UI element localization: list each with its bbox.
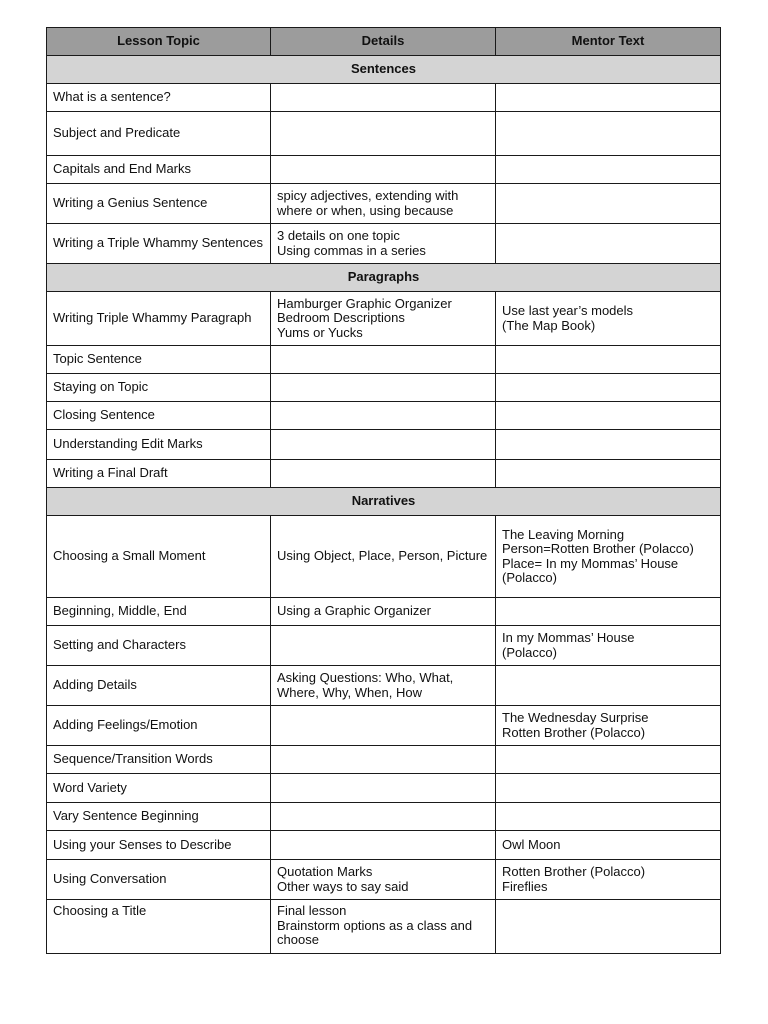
table-header [47, 28, 721, 56]
section-row-paragraphs [47, 264, 721, 292]
details-cell [271, 402, 496, 430]
lesson-topic-cell: Topic Sentence [47, 346, 271, 374]
details-cell [271, 746, 496, 774]
mentor-text-cell [496, 803, 721, 831]
table-row [47, 374, 721, 402]
lesson-topic-cell: Staying on Topic [47, 374, 271, 402]
lesson-topic-cell: Using Conversation [47, 860, 271, 900]
details-cell [271, 112, 496, 156]
details-cell [271, 430, 496, 460]
table-row [47, 292, 721, 346]
mentor-text-cell: The Wednesday Surprise Rotten Brother (Polacco) [496, 706, 721, 746]
details-cell [271, 156, 496, 184]
lesson-topic-cell: Writing a Final Draft [47, 460, 271, 488]
lesson-topic-cell: Using your Senses to Describe [47, 831, 271, 860]
details-cell [271, 831, 496, 860]
table-row [47, 346, 721, 374]
lesson-topic-cell: Sequence/Transition Words [47, 746, 271, 774]
mentor-text-cell: In my Mommas’ House (Polacco) [496, 626, 721, 666]
table-row [47, 156, 721, 184]
table-row [47, 900, 721, 954]
lesson-topic-cell: Understanding Edit Marks [47, 430, 271, 460]
table-body [47, 56, 721, 954]
table-row [47, 430, 721, 460]
lesson-topic-cell: Adding Feelings/Emotion [47, 706, 271, 746]
mentor-text-cell [496, 598, 721, 626]
lesson-plan-table [46, 27, 721, 954]
details-cell: Asking Questions: Who, What, Where, Why, When, How [271, 666, 496, 706]
table-row [47, 860, 721, 900]
mentor-text-cell [496, 84, 721, 112]
mentor-text-cell [496, 746, 721, 774]
details-cell [271, 346, 496, 374]
lesson-topic-cell: Adding Details [47, 666, 271, 706]
header-lesson-topic: Lesson Topic [47, 28, 271, 56]
lesson-topic-cell: Capitals and End Marks [47, 156, 271, 184]
details-cell [271, 803, 496, 831]
lesson-topic-cell: Vary Sentence Beginning [47, 803, 271, 831]
details-cell: Hamburger Graphic Organizer Bedroom Descriptions Yums or Yucks [271, 292, 496, 346]
lesson-topic-cell: Word Variety [47, 774, 271, 803]
mentor-text-cell [496, 402, 721, 430]
table-row [47, 598, 721, 626]
details-cell: 3 details on one topic Using commas in a series [271, 224, 496, 264]
table-row [47, 774, 721, 803]
details-cell [271, 460, 496, 488]
mentor-text-cell [496, 374, 721, 402]
details-cell: Using a Graphic Organizer [271, 598, 496, 626]
lesson-topic-cell: Closing Sentence [47, 402, 271, 430]
header-mentor-text: Mentor Text [496, 28, 721, 56]
table-row [47, 706, 721, 746]
details-cell [271, 84, 496, 112]
details-cell: Quotation Marks Other ways to say said [271, 860, 496, 900]
lesson-topic-cell: What is a sentence? [47, 84, 271, 112]
table-row [47, 84, 721, 112]
details-cell [271, 706, 496, 746]
table-row [47, 224, 721, 264]
lesson-topic-cell: Choosing a Small Moment [47, 516, 271, 598]
table-row [47, 666, 721, 706]
table-row [47, 626, 721, 666]
table-row [47, 516, 721, 598]
table-row [47, 402, 721, 430]
lesson-topic-cell: Writing a Triple Whammy Sentences [47, 224, 271, 264]
mentor-text-cell [496, 224, 721, 264]
lesson-topic-cell: Subject and Predicate [47, 112, 271, 156]
section-title: Narratives [47, 488, 721, 516]
mentor-text-cell [496, 666, 721, 706]
header-details: Details [271, 28, 496, 56]
details-cell: spicy adjectives, extending with where or when, using because [271, 184, 496, 224]
mentor-text-cell: Owl Moon [496, 831, 721, 860]
mentor-text-cell [496, 460, 721, 488]
mentor-text-cell [496, 184, 721, 224]
table-row [47, 112, 721, 156]
table-row [47, 184, 721, 224]
mentor-text-cell: Use last year’s models (The Map Book) [496, 292, 721, 346]
mentor-text-cell [496, 430, 721, 460]
lesson-topic-cell: Writing a Genius Sentence [47, 184, 271, 224]
mentor-text-cell [496, 112, 721, 156]
section-title: Paragraphs [47, 264, 721, 292]
lesson-topic-cell: Setting and Characters [47, 626, 271, 666]
table-row [47, 803, 721, 831]
table-row [47, 460, 721, 488]
lesson-topic-cell: Beginning, Middle, End [47, 598, 271, 626]
section-row-narratives [47, 488, 721, 516]
details-cell [271, 374, 496, 402]
table-row [47, 746, 721, 774]
mentor-text-cell [496, 156, 721, 184]
mentor-text-cell [496, 900, 721, 954]
section-title: Sentences [47, 56, 721, 84]
header-row [47, 28, 721, 56]
details-cell: Final lesson Brainstorm options as a class and choose [271, 900, 496, 954]
mentor-text-cell: Rotten Brother (Polacco) Fireflies [496, 860, 721, 900]
table-row [47, 831, 721, 860]
lesson-topic-cell: Choosing a Title [47, 900, 271, 954]
mentor-text-cell: The Leaving Morning Person=Rotten Brother (Polacco) Place= In my Mommas’ House (Polacco) [496, 516, 721, 598]
details-cell [271, 626, 496, 666]
mentor-text-cell [496, 774, 721, 803]
mentor-text-cell [496, 346, 721, 374]
lesson-topic-cell: Writing Triple Whammy Paragraph [47, 292, 271, 346]
details-cell [271, 774, 496, 803]
section-row-sentences [47, 56, 721, 84]
details-cell: Using Object, Place, Person, Picture [271, 516, 496, 598]
